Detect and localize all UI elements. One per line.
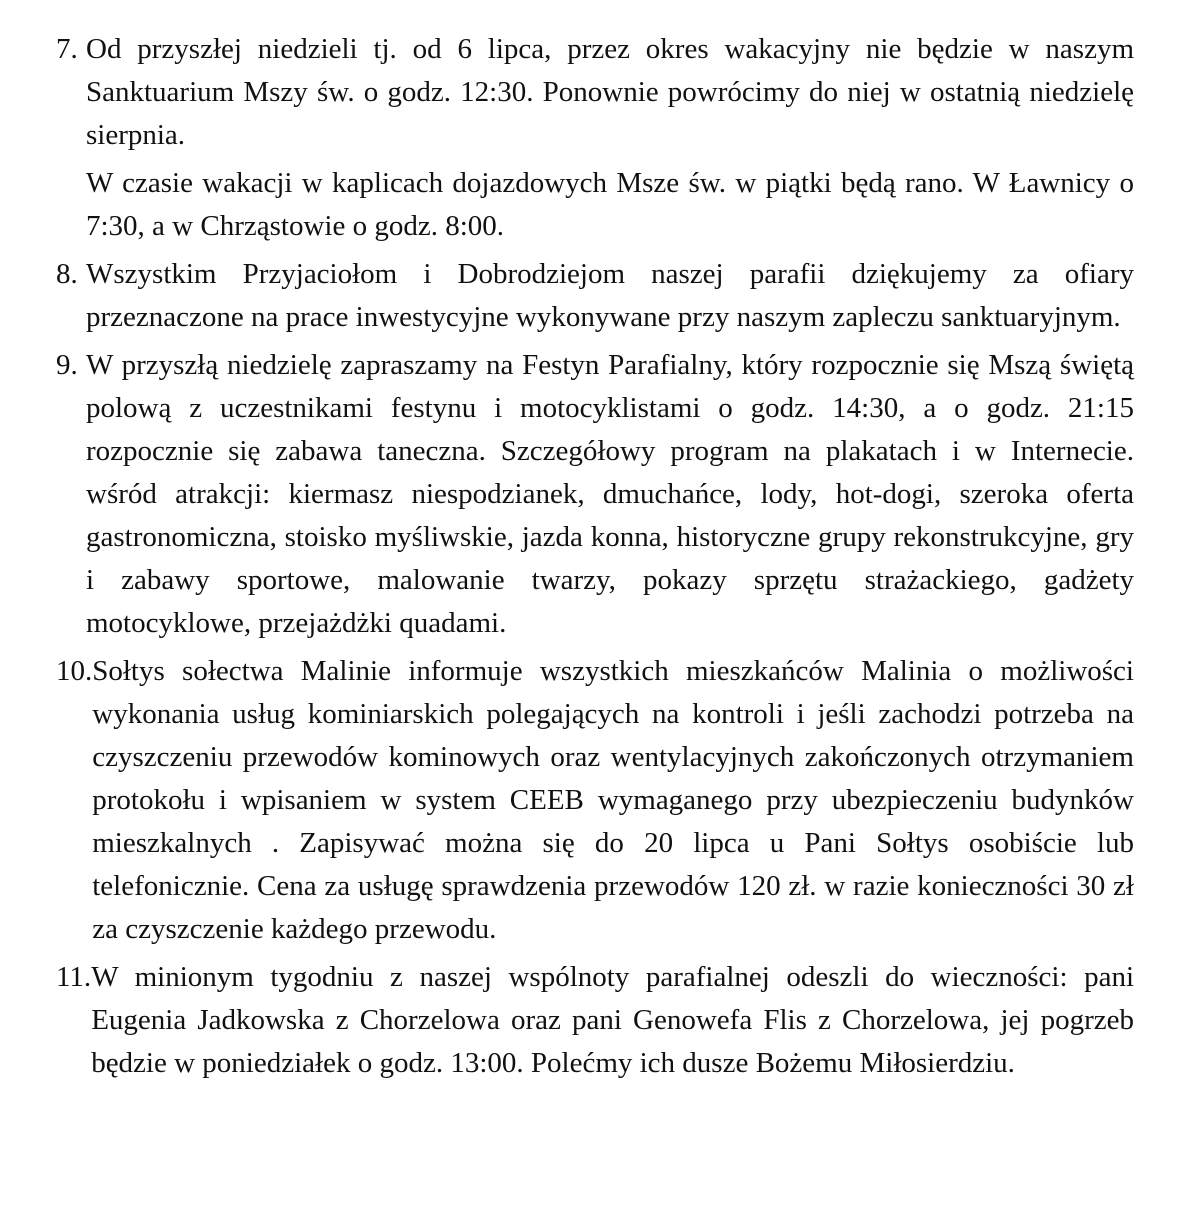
item-number: 11.: [56, 961, 92, 993]
item-paragraph: Od przyszłej niedzieli tj. od 6 lipca, przez okres wakacyjny nie będzie w naszym Sanktuarium Mszy św. o godz. 12:30. Ponownie powrócimy do niej w ostatnią niedzielę sierpnia.: [86, 33, 1134, 151]
item-number: 9.: [56, 349, 78, 381]
item-body: [86, 28, 1134, 248]
item-number: 8.: [56, 258, 78, 290]
item-body: [91, 956, 1134, 1085]
item-body: [86, 344, 1134, 645]
item-paragraph: Sołtys sołectwa Malinie informuje wszystkich mieszkańców Malinia o możliwości wykonania usług kominiarskich polegających na kontroli i jeśli zachodzi potrzeba na czyszczeniu przewodów kominowych oraz wentylacyjnych zakończonych otrzymaniem protokołu i wpisaniem w system CEEB wymaganego przy ubezpieczeniu budynków mieszkalnych . Zapisywać można się do 20 lipca u Pani Sołtys osobiście lub telefonicznie. Cena za usługę sprawdzenia przewodów 120 zł. w razie konieczności 30 zł za czyszczenie każdego przewodu.: [92, 655, 1134, 945]
announcement-item-7: [56, 28, 1134, 248]
item-paragraph: W przyszłą niedzielę zapraszamy na Festyn Parafialny, który rozpocznie się Mszą świętą polową z uczestnikami festynu i motocyklistami o godz. 14:30, a o godz. 21:15 rozpocznie się zabawa taneczna. Szczegółowy program na plakatach i w Internecie. wśród atrakcji: kiermasz niespodzianek, dmuchańce, lody, hot-dogi, szeroka oferta gastronomiczna, stoisko myśliwskie, jazda konna, historyczne grupy rekonstrukcyjne, gry i zabawy sportowe, malowanie twarzy, pokazy sprzętu strażackiego, gadżety motocyklowe, przejażdżki quadami.: [86, 349, 1134, 639]
item-paragraph: Wszystkim Przyjaciołom i Dobrodziejom naszej parafii dziękujemy za ofiary przeznaczone na prace inwestycyjne wykonywane przy naszym zapleczu sanktuaryjnym.: [86, 258, 1134, 333]
item-number: 10.: [56, 655, 93, 687]
announcement-item-10: [56, 650, 1134, 951]
item-body: [86, 253, 1134, 339]
announcement-item-11: [56, 956, 1134, 1085]
announcement-item-8: [56, 253, 1134, 339]
announcement-item-9: [56, 344, 1134, 645]
item-body: [92, 650, 1134, 951]
item-number: 7.: [56, 33, 78, 65]
item-paragraph: W minionym tygodniu z naszej wspólnoty parafialnej odeszli do wieczności: pani Eugenia Jadkowska z Chorzelowa oraz pani Genowefa Flis z Chorzelowa, jej pogrzeb będzie w poniedziałek o godz. 13:00. Polećmy ich dusze Bożemu Miłosierdziu.: [91, 961, 1134, 1079]
item-paragraph: W czasie wakacji w kaplicach dojazdowych Msze św. w piątki będą rano. W Ławnicy o 7:30, a w Chrząstowie o godz. 8:00.: [86, 167, 1134, 242]
